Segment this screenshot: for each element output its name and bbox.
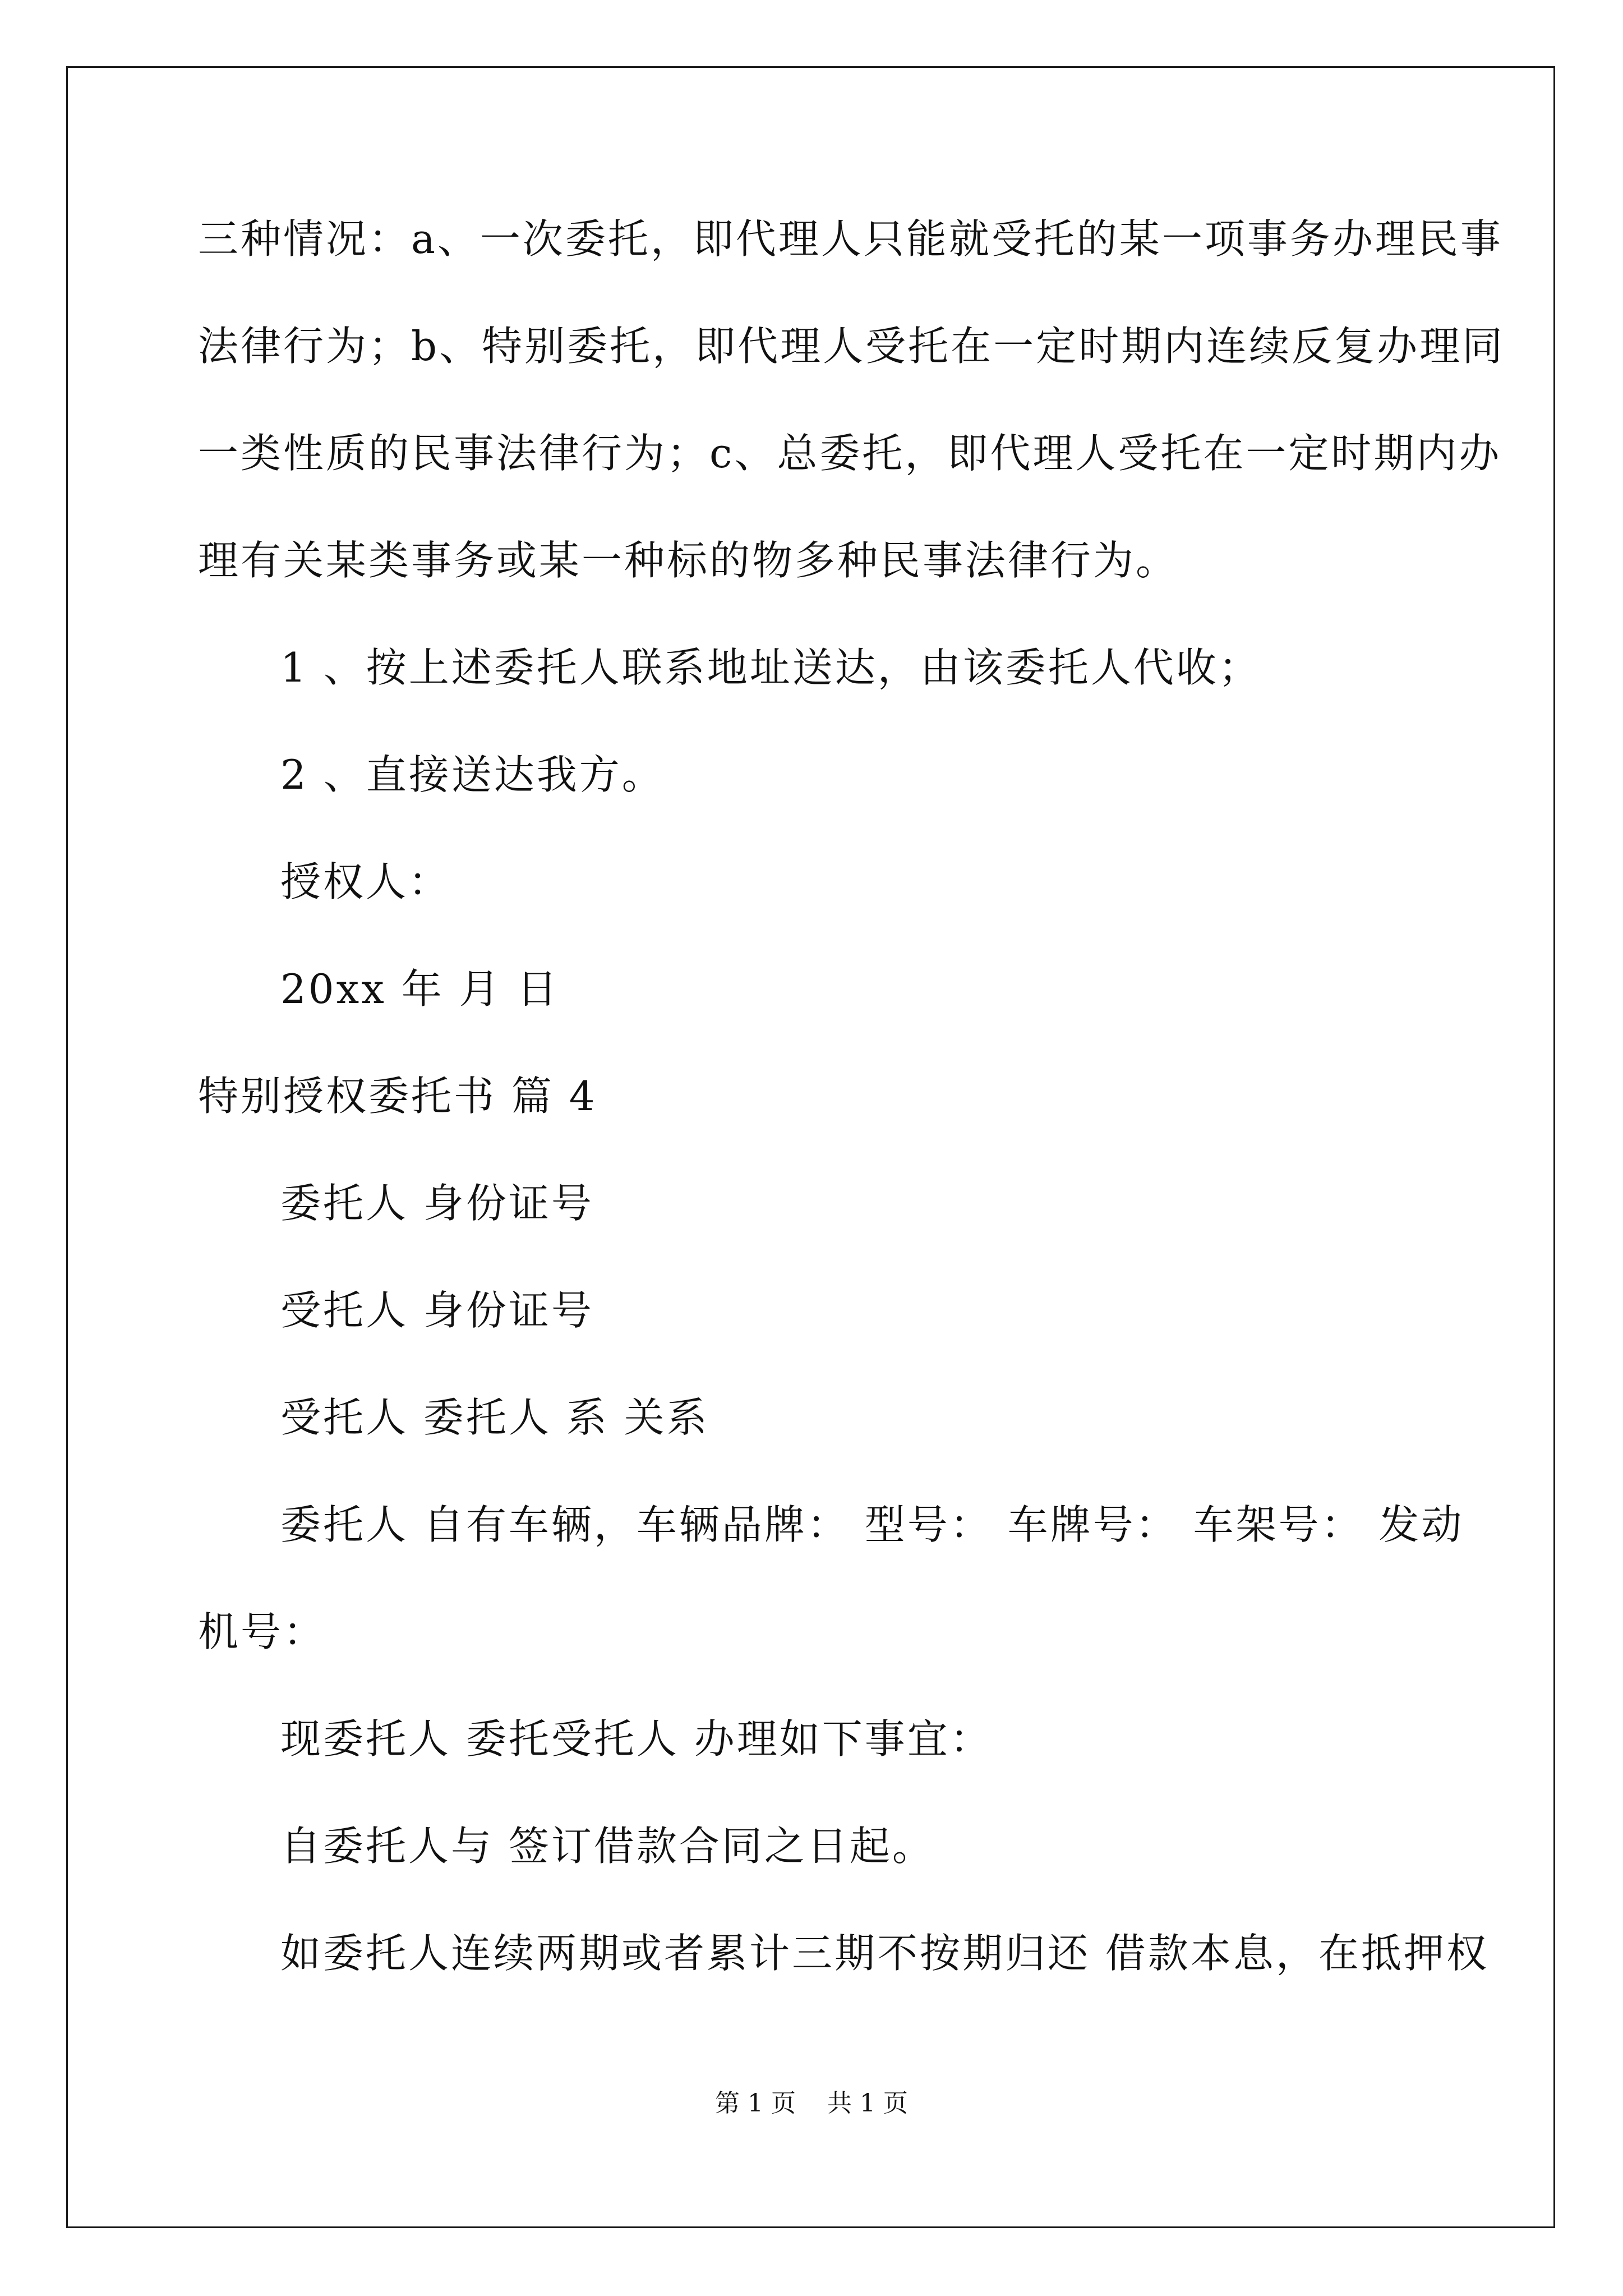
paragraph-line: 受托人 身份证号: [280, 1287, 594, 1334]
paragraph-line: 委托人 自有车辆，车辆品牌： 型号： 车牌号： 车架号： 发动: [280, 1501, 1464, 1548]
signature-label: 授权人：: [280, 858, 451, 905]
paragraph-line: 机号：: [198, 1608, 326, 1655]
paragraph-line: 如委托人连续两期或者累计三期不按期归还 借款本息，在抵押权: [280, 1930, 1489, 1977]
paragraph-line: 现委托人 委托受托人 办理如下事宜：: [280, 1715, 993, 1763]
paragraph-line: 一类性质的民事法律行为；c、总委托，即代理人受托在一定时期内办: [198, 430, 1502, 477]
page-border: [66, 66, 1555, 2228]
section-heading: 特别授权委托书 篇 4: [198, 1073, 597, 1120]
paragraph-line: 法律行为；b、特别委托，即代理人受托在一定时期内连续反复办理同: [198, 323, 1505, 370]
paragraph-line: 1 、按上述委托人联系地址送达，由该委托人代收；: [280, 644, 1261, 691]
paragraph-line: 三种情况：a、一次委托，即代理人只能就受托的某一项事务办理民事: [198, 215, 1503, 263]
paragraph-line: 委托人 身份证号: [280, 1180, 594, 1227]
paragraph-line: 受托人 委托人 系 关系: [280, 1394, 709, 1441]
paragraph-line: 理有关某类事务或某一种标的物多种民事法律行为。: [198, 537, 1179, 584]
paragraph-line: 自委托人与 签订借款合同之日起。: [280, 1823, 935, 1870]
date-line: 20xx 年 月 日: [280, 965, 560, 1013]
page-footer: 第 1 页 共 1 页: [715, 2089, 908, 2118]
paragraph-line: 2 、直接送达我方。: [280, 751, 665, 798]
